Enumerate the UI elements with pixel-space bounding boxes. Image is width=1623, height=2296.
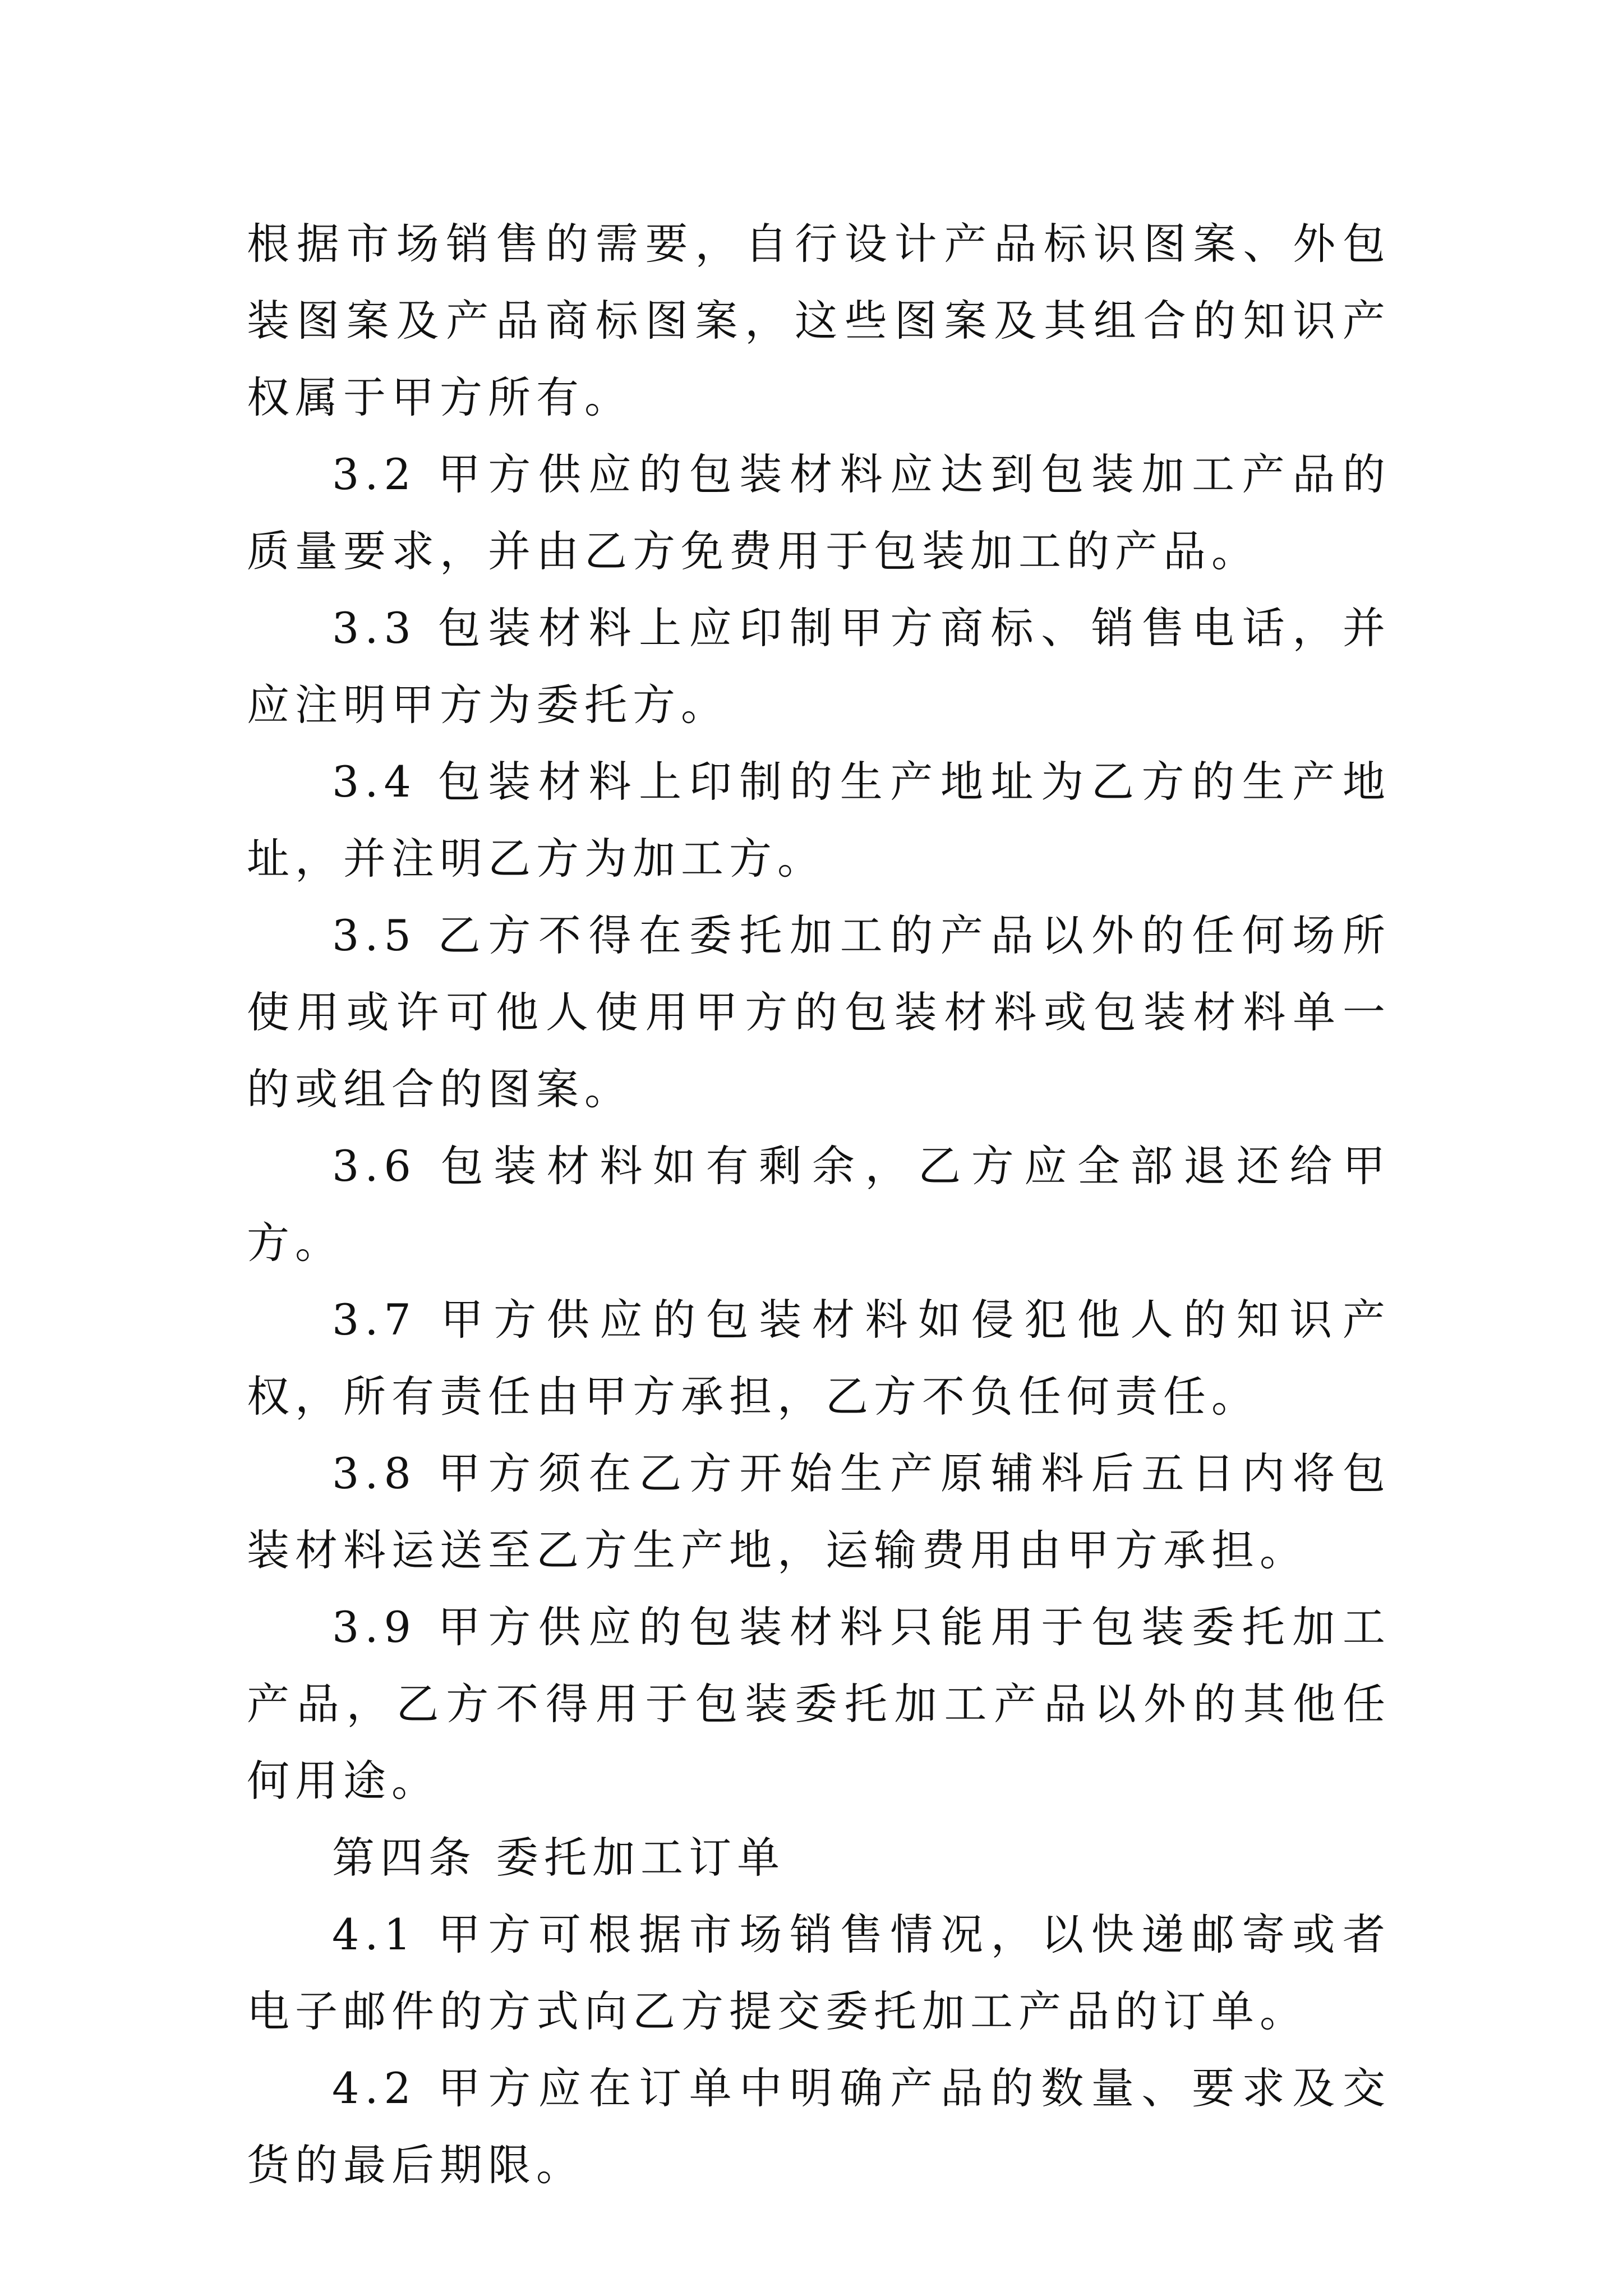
clause-3-5: 3.5 乙方不得在委托加工的产品以外的任何场所使用或许可他人使用甲方的包装材料或包装材料单一的或组合的图案。 bbox=[247, 910, 1391, 1114]
clause-4-2: 4.2 甲方应在订单中明确产品的数量、要求及交货的最后期限。 bbox=[247, 2063, 1391, 2190]
article-4-heading: 第四条 委托加工订单 bbox=[332, 1833, 786, 1883]
clause-3-3: 3.3 包装材料上应印制甲方商标、销售电话，并应注明甲方为委托方。 bbox=[247, 603, 1391, 730]
clause-3-6: 3.6 包装材料如有剩余，乙方应全部退还给甲方。 bbox=[247, 1141, 1391, 1268]
document-body bbox=[247, 205, 1391, 2203]
clause-4-1: 4.1 甲方可根据市场销售情况，以快递邮寄或者电子邮件的方式向乙方提交委托加工产品的订单。 bbox=[247, 1910, 1391, 2036]
paragraph-continuation: 根据市场销售的需要，自行设计产品标识图案、外包装图案及产品商标图案，这些图案及其组合的知识产权属于甲方所有。 bbox=[247, 219, 1391, 422]
clause-3-2: 3.2 甲方供应的包装材料应达到包装加工产品的质量要求，并由乙方免费用于包装加工的产品。 bbox=[247, 449, 1391, 576]
clause-3-9: 3.9 甲方供应的包装材料只能用于包装委托加工产品，乙方不得用于包装委托加工产品以外的其他任何用途。 bbox=[247, 1602, 1391, 1806]
clause-3-7: 3.7 甲方供应的包装材料如侵犯他人的知识产权，所有责任由甲方承担，乙方不负任何责任。 bbox=[247, 1295, 1391, 1421]
clause-3-4: 3.4 包装材料上印制的生产地址为乙方的生产地址，并注明乙方为加工方。 bbox=[247, 757, 1391, 884]
clause-3-8: 3.8 甲方须在乙方开始生产原辅料后五日内将包装材料运送至乙方生产地，运输费用由甲方承担。 bbox=[247, 1448, 1391, 1575]
